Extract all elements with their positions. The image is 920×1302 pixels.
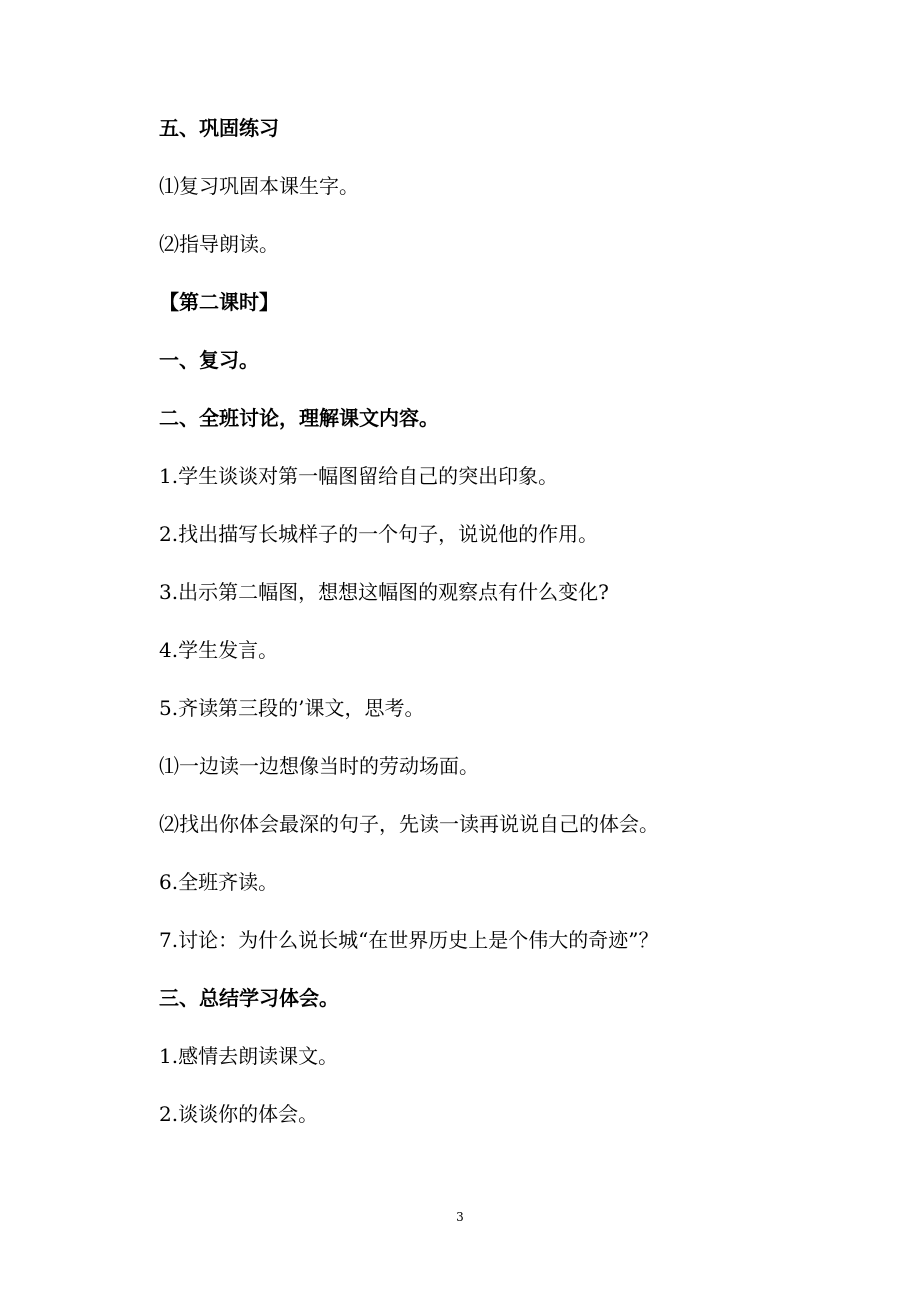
list-item: 2.找出描写长城样子的一个句子，说说他的作用。 (159, 522, 599, 546)
list-item: 4.学生发言。 (159, 638, 279, 662)
list-item: ⑵找出你体会最深的句子，先读一读再说说自己的体会。 (159, 812, 659, 836)
list-item: 2.谈谈你的体会。 (159, 1102, 319, 1126)
list-item: 6.全班齐读。 (159, 870, 279, 894)
section-heading-review: 一、复习。 (159, 348, 259, 372)
list-item: 3.出示第二幅图，想想这幅图的观察点有什么变化? (159, 580, 609, 604)
list-item: 1.学生谈谈对第一幅图留给自己的突出印象。 (159, 464, 559, 488)
lesson-heading-second-period: 【第二课时】 (159, 290, 279, 314)
section-heading-summary: 三、总结学习体会。 (159, 986, 339, 1010)
section-heading-discussion: 二、全班讨论，理解课文内容。 (159, 406, 439, 430)
list-item: ⑴一边读一边想像当时的劳动场面。 (159, 754, 479, 778)
page-number: 3 (456, 1210, 464, 1224)
list-item: 7.讨论：为什么说长城“在世界历史上是个伟大的奇迹”？ (159, 928, 659, 952)
list-item: 5.齐读第三段的’课文，思考。 (159, 696, 425, 720)
list-item: ⑵指导朗读。 (159, 232, 279, 256)
section-heading-consolidation: 五、巩固练习 (159, 116, 279, 140)
list-item: 1.感情去朗读课文。 (159, 1044, 339, 1068)
list-item: ⑴复习巩固本课生字。 (159, 174, 359, 198)
